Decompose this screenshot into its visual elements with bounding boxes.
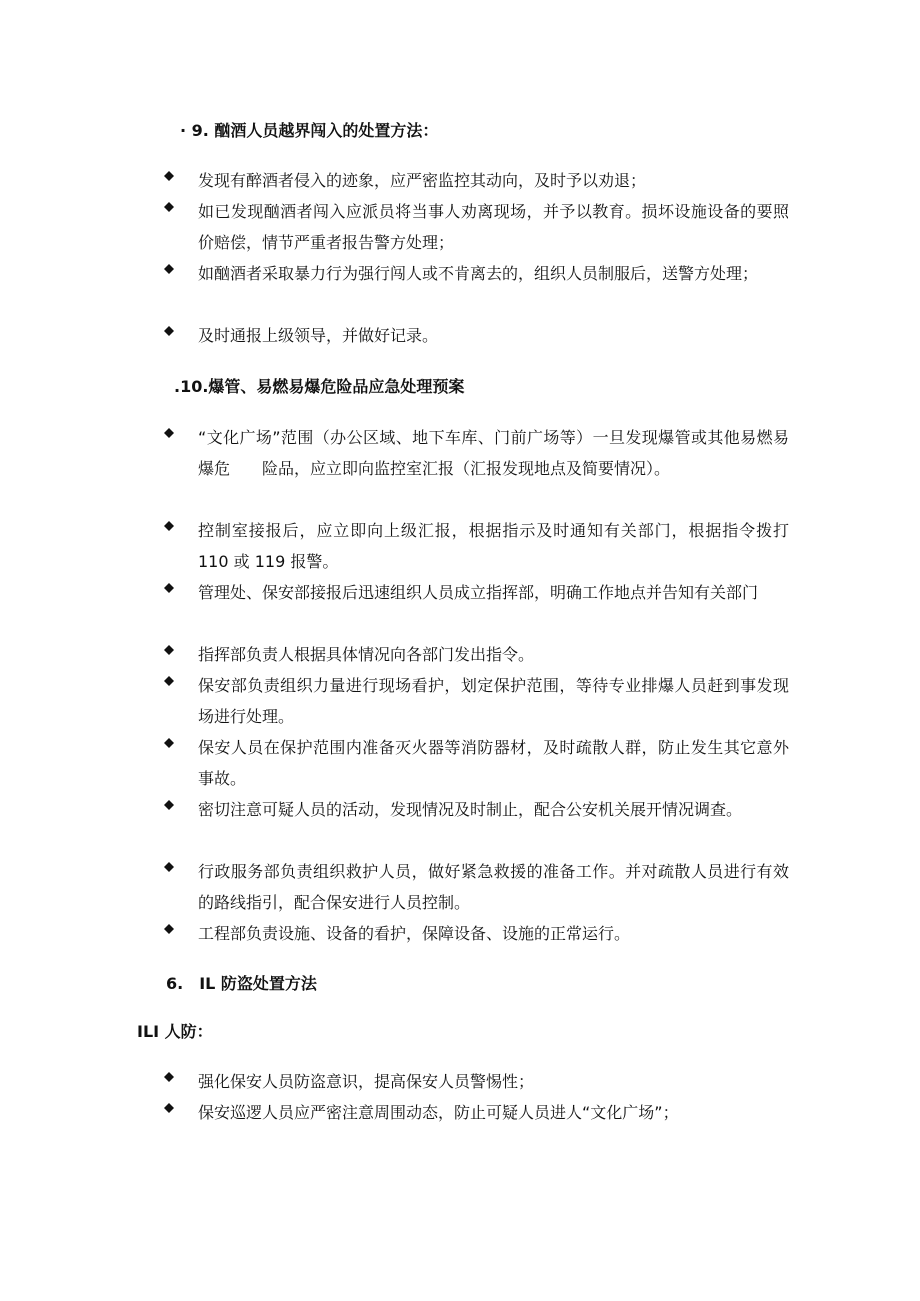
diamond-bullet-icon	[164, 202, 174, 212]
diamond-bullet-icon	[164, 1103, 174, 1113]
list-item	[164, 196, 789, 258]
list-item-text: 控制室接报后，应立即向上级汇报，根据指示及时通知有关部门，根据指令拨打 110 或 119 报警。	[198, 521, 795, 571]
list-item	[164, 515, 795, 577]
diamond-bullet-icon	[164, 1072, 174, 1082]
diamond-bullet-icon	[164, 676, 174, 686]
diamond-bullet-icon	[164, 924, 174, 934]
list-item	[164, 732, 789, 794]
list-item	[164, 918, 789, 949]
list-item	[164, 258, 789, 289]
list-item-text: 及时通报上级领导，并做好记录。	[198, 326, 439, 345]
diamond-bullet-icon	[164, 862, 174, 872]
section-11-heading: 6. IL 防盗处置方法	[166, 974, 317, 993]
list-item-text: 保安人员在保护范围内准备灭火器等消防器材，及时疏散人群，防止发生其它意外事故。	[198, 738, 789, 788]
list-item-text: 强化保安人员防盗意识，提高保安人员警惕性；	[198, 1072, 535, 1091]
list-item-text: 保安巡逻人员应严密注意周围动态，防止可疑人员进人“文化广场”；	[198, 1103, 679, 1122]
section-9-heading: · 9. 酗酒人员越界闯入的处置方法：	[180, 121, 439, 140]
section-10-heading: .10.爆管、易燃易爆危险品应急处理预案	[174, 377, 465, 396]
list-item-text: 如已发现酗酒者闯入应派员将当事人劝离现场，并予以教育。损坏设施设备的要照价赔偿，情节严重者报告警方处理；	[198, 202, 789, 252]
diamond-bullet-icon	[164, 800, 174, 810]
list-item-text: 保安部负责组织力量进行现场看护，划定保护范围，等待专业排爆人员赶到事发现场进行处理。	[198, 676, 789, 726]
diamond-bullet-icon	[164, 428, 174, 438]
list-item	[164, 794, 789, 825]
list-item	[164, 1097, 789, 1128]
diamond-bullet-icon	[164, 521, 174, 531]
list-item-text: “文化广场”范围（办公区域、地下车库、门前广场等）一旦发现爆管或其他易燃易爆危 险品，应立即向监控室汇报（汇报发现地点及简要情况）。	[198, 428, 789, 478]
list-item-text: 指挥部负责人根据具体情况向各部门发出指令。	[198, 645, 535, 664]
subsection-heading: ILI 人防：	[137, 1022, 213, 1041]
list-item-text: 管理处、保安部接报后迅速组织人员成立指挥部，明确工作地点并告知有关部门	[198, 583, 759, 602]
diamond-bullet-icon	[164, 645, 174, 655]
diamond-bullet-icon	[164, 171, 174, 181]
list-item	[164, 670, 789, 732]
diamond-bullet-icon	[164, 738, 174, 748]
list-item-text: 发现有醉酒者侵入的迹象，应严密监控其动向，及时予以劝退；	[198, 171, 647, 190]
diamond-bullet-icon	[164, 264, 174, 274]
diamond-bullet-icon	[164, 583, 174, 593]
diamond-bullet-icon	[164, 326, 174, 336]
list-item	[164, 577, 789, 608]
list-item-text: 行政服务部负责组织救护人员，做好紧急救援的准备工作。并对疏散人员进行有效的路线指引，配合保安进行人员控制。	[198, 862, 789, 912]
list-item-text: 工程部负责设施、设备的看护，保障设备、设施的正常运行。	[198, 924, 631, 943]
list-item	[164, 320, 789, 351]
list-item-text: 密切注意可疑人员的活动，发现情况及时制止，配合公安机关展开情况调查。	[198, 800, 743, 819]
list-item	[164, 165, 789, 196]
list-item	[164, 422, 789, 484]
list-item	[164, 1066, 789, 1097]
list-item	[164, 856, 789, 918]
list-item	[164, 639, 789, 670]
list-item-text: 如酗酒者采取暴力行为强行闯人或不肯离去的，组织人员制服后，送警方处理；	[198, 264, 759, 283]
